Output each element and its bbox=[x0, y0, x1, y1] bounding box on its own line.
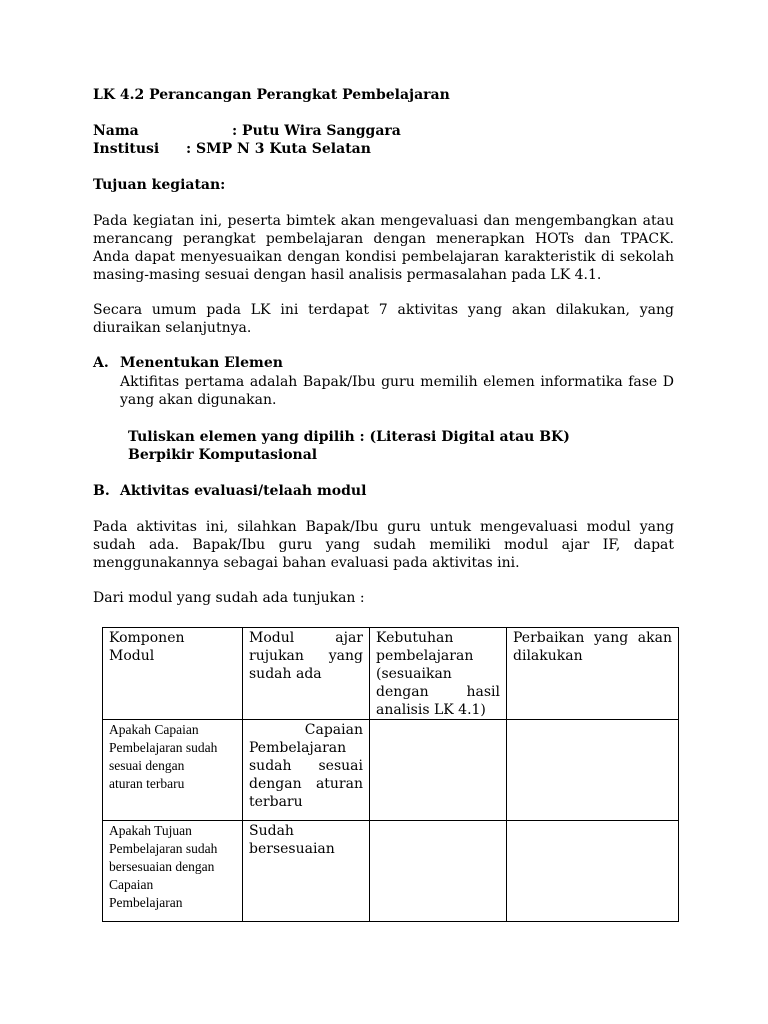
header-text: (sesuaikan bbox=[376, 666, 452, 682]
header-text: pembelajaran bbox=[376, 648, 474, 664]
cell-text: bersesuaian bbox=[249, 841, 335, 857]
cell-text: Capaian bbox=[304, 722, 363, 738]
komponen-cell bbox=[103, 821, 243, 922]
paragraph-line: Aktifitas pertama adalah Bapak/Ibu guru memilih elemen informatika fase D bbox=[120, 374, 674, 390]
cell-text: Capaian bbox=[109, 877, 154, 892]
section-a-paragraph bbox=[120, 373, 674, 409]
evaluation-table bbox=[102, 627, 679, 922]
document-title: LK 4.2 Perancangan Perangkat Pembelajaran bbox=[93, 87, 450, 103]
cell-text: Sudah bbox=[249, 823, 294, 839]
header-text: dengan hasil bbox=[376, 684, 500, 700]
cell-text: Pembelajaran bbox=[249, 740, 347, 756]
paragraph-line: Secara umum pada LK ini terdapat 7 aktivitas yang akan dilakukan, yang bbox=[93, 302, 674, 318]
cell-text: sesuai dengan bbox=[109, 758, 185, 773]
cell-text: Pembelajaran sudah bbox=[109, 841, 218, 856]
table-row bbox=[103, 821, 679, 922]
section-b-marker: B. bbox=[93, 483, 110, 499]
tujuan-paragraph bbox=[93, 212, 674, 284]
header-text: Perbaikan yang akan bbox=[513, 630, 672, 646]
header-text: Modul bbox=[109, 648, 155, 664]
paragraph-line: Pada aktivitas ini, silahkan Bapak/Ibu guru untuk mengevaluasi modul yang bbox=[93, 519, 674, 535]
cell-text: Apakah Tujuan bbox=[109, 823, 192, 838]
table-row bbox=[103, 720, 679, 821]
cell-text: bersesuaian dengan bbox=[109, 859, 215, 874]
perbaikan-cell bbox=[507, 821, 679, 922]
tujuan-heading: Tujuan kegiatan: bbox=[93, 177, 226, 193]
table-header-row bbox=[103, 628, 679, 720]
paragraph-line: merancang perangkat pembelajaran dengan menerapkan HOTs dan TPACK. bbox=[93, 231, 674, 247]
cell-text: Pembelajaran bbox=[109, 895, 183, 910]
header-text: Modul ajar bbox=[249, 630, 363, 646]
paragraph-line: yang akan digunakan. bbox=[120, 392, 277, 408]
table-intro: Dari modul yang sudah ada tunjukan : bbox=[93, 590, 365, 606]
nama-value: : Putu Wira Sanggara bbox=[232, 123, 401, 139]
cell-text: Pembelajaran sudah bbox=[109, 740, 218, 755]
header-text: rujukan yang bbox=[249, 648, 363, 664]
modul-cell bbox=[243, 821, 370, 922]
section-a-heading: Menentukan Elemen bbox=[120, 355, 283, 371]
cell-text: sudah sesuai bbox=[249, 758, 363, 774]
element-prompt: Tuliskan elemen yang dipilih : (Literasi Digital atau BK) bbox=[128, 429, 570, 445]
paragraph-line: Anda dapat menyesuaikan dengan kondisi pembelajaran karakteristik di sekolah bbox=[93, 249, 674, 265]
paragraph-line: masing-masing sesuai dengan hasil analisis permasalahan pada LK 4.1. bbox=[93, 267, 602, 283]
cell-text: aturan terbaru bbox=[109, 776, 185, 791]
header-text: Komponen bbox=[109, 630, 185, 646]
header-text: Kebutuhan bbox=[376, 630, 454, 646]
section-b-paragraph bbox=[93, 518, 674, 572]
header-text: sudah ada bbox=[249, 666, 322, 682]
perbaikan-cell bbox=[507, 720, 679, 821]
section-b-heading: Aktivitas evaluasi/telaah modul bbox=[120, 483, 367, 499]
institusi-value: : SMP N 3 Kuta Selatan bbox=[186, 141, 371, 157]
section-a-marker: A. bbox=[93, 355, 109, 371]
institusi-label: Institusi bbox=[93, 141, 160, 157]
paragraph-line: menggunakannya sebagai bahan evaluasi pada aktivitas ini. bbox=[93, 555, 520, 571]
paragraph-line: sudah ada. Bapak/Ibu guru yang sudah memiliki modul ajar IF, dapat bbox=[93, 537, 674, 553]
header-text: analisis LK 4.1) bbox=[376, 702, 486, 718]
header-text: dilakukan bbox=[513, 648, 583, 664]
header-cell-komponen bbox=[103, 628, 243, 720]
umum-paragraph bbox=[93, 301, 674, 337]
header-cell-modul bbox=[243, 628, 370, 720]
modul-cell bbox=[243, 720, 370, 821]
paragraph-line: diuraikan selanjutnya. bbox=[93, 320, 252, 336]
kebutuhan-cell bbox=[370, 720, 507, 821]
paragraph-line: Pada kegiatan ini, peserta bimtek akan mengevaluasi dan mengembangkan atau bbox=[93, 213, 674, 229]
cell-text: dengan aturan bbox=[249, 776, 363, 792]
nama-label: Nama bbox=[93, 123, 139, 139]
komponen-cell bbox=[103, 720, 243, 821]
cell-text: terbaru bbox=[249, 794, 303, 810]
header-cell-perbaikan bbox=[507, 628, 679, 720]
element-answer: Berpikir Komputasional bbox=[128, 447, 318, 463]
header-cell-kebutuhan bbox=[370, 628, 507, 720]
cell-text: Apakah Capaian bbox=[109, 722, 199, 737]
kebutuhan-cell bbox=[370, 821, 507, 922]
